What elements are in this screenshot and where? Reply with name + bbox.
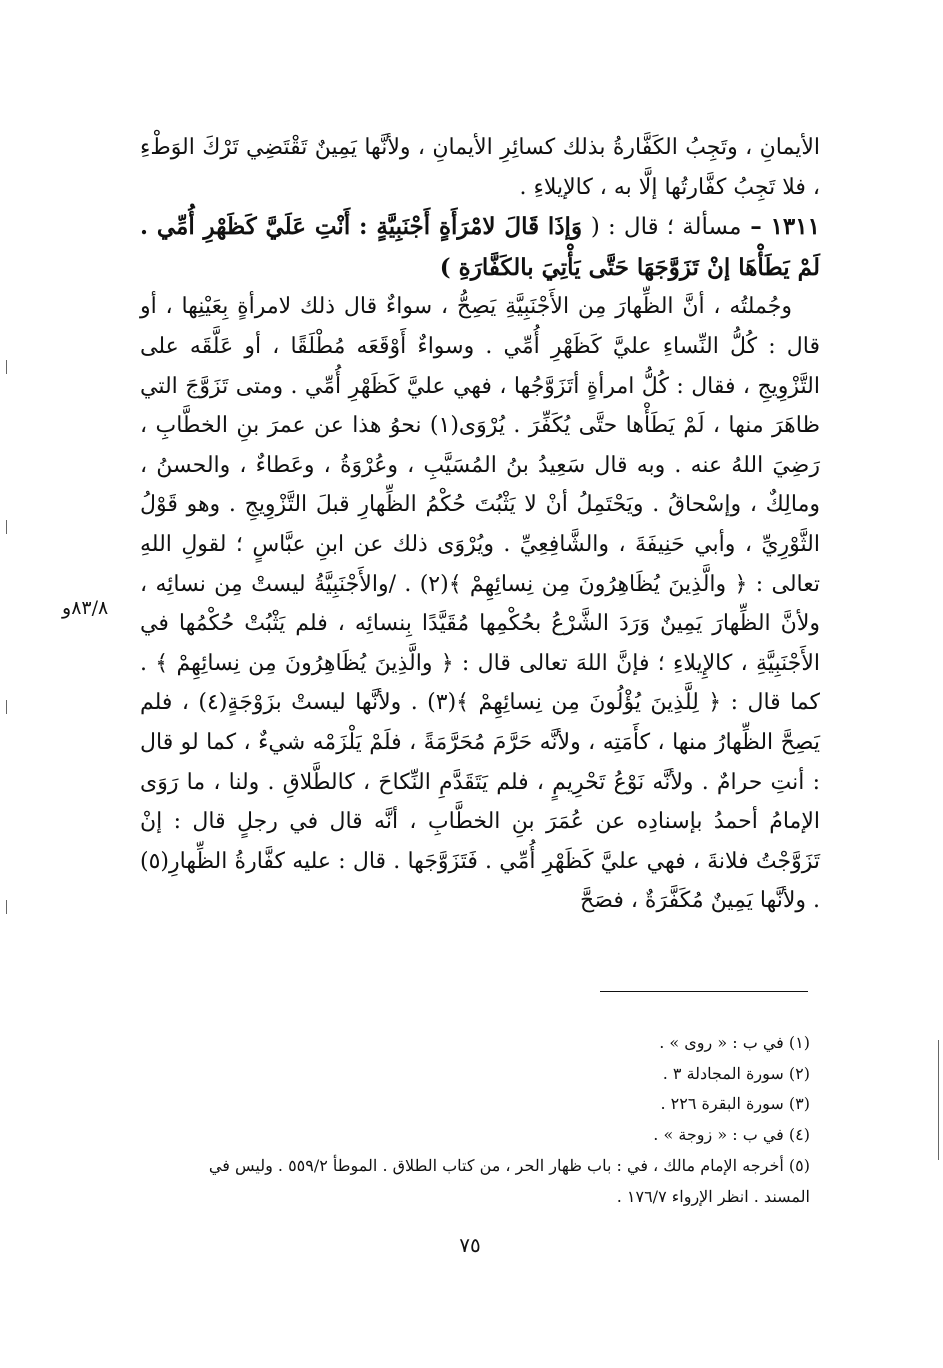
footnote-divider	[600, 991, 808, 992]
footnote-5: (٥) أخرجه الإمام مالك ، في : باب ظهار الحر ، من كتاب الطلاق . الموطأ ٥٥٩/٢ . وليس في المسند . انظر الإرواء ١٧٦/٧ .	[208, 1155, 810, 1206]
scan-edge-mark	[6, 900, 7, 914]
footnote-1: (١) في ب : « روى » .	[659, 1033, 810, 1052]
continuation-paragraph: الأيمانِ ، وتَجِبُ الكَفَّارةُ بذلك كسائِرِ الأيمانِ ، ولأنَّها يَمِينٌ تَقْتَضِي تَرْكَ الوَطْءِ ، فلا تَجِبُ كفَّارتُها إلَّا به ، كالإيلاءِ .	[140, 135, 820, 200]
issue-prefix: مسألة ؛ قال : (	[590, 214, 742, 241]
issue-text: وَإذَا قَالَ لامْرَأَةٍ أَجْنَبِيَّةٍ : أَنْتِ عَلَيَّ كَظَهْرِ أُمِّي . لَمْ يَطَأْهَا إنْ تَزَوَّجَهَا حَتَّى يَأْتِيَ بالكَفَّارَةِ )	[140, 213, 820, 281]
footnote-4: (٤) في ب : « زوجة » .	[653, 1125, 810, 1145]
scan-edge-mark	[938, 1040, 939, 1160]
issue-heading	[140, 207, 820, 287]
scan-edge-mark	[6, 520, 7, 534]
body-paragraph: وجُملتُه ، أنَّ الظِّهارَ مِن الأَجْنَبِيَّةِ يَصِحُّ ، سواءٌ قال ذلك لامرأةٍ بِعَيْنِها ، أو قال : كُلُّ النِّساءِ عليَّ كَظَهْرِ أُمِّي . وسواءٌ أَوْقَعَه مُطْلَقًا ، أو عَلَّقَه على التَّزْوِيجِ ، فقال : كُلُّ امرأةٍ أتَزَوَّجُها ، فهي عليَّ كَظَهْرِ أُمِّي . ومتى تَزَوَّجَ التي ظاهَرَ منها ، لَمْ يَطَأْها حتَّى يُكَفِّرَ . يُرْوَى(١) نحوُ هذا عن عمرَ بنِ الخطَّابِ ، رَضِيَ اللهُ عنه . وبه قال سَعِيدُ بنُ المُسَيَّبِ ، وعُرْوَةُ ، وعَطاءٌ ، والحسنُ ، ومالِكٌ ، وإسْحاقُ . ويَحْتَمِلُ أنْ لا يَثْبُتَ حُكْمُ الظِّهارِ قبلَ التَّزْوِيجِ . وهو قَوْلُ الثَّوْرِيِّ ، وأبي حَنِيفَةَ ، والشَّافِعِيِّ . ويُرْوَى ذلك عن ابنِ عبَّاسٍ ؛ لقولِ اللهِ تعالى : ﴿ والَّذِينَ يُظَاهِرُونَ مِن نِسائِهِمْ ﴾(٢) . /والأَجْنَبِيَّةُ ليستْ مِن نسائِه ، ولأنَّ الظِّهارَ يَمِينٌ وَرَدَ الشَّرْعُ بحُكْمِها مُقَيَّدًا بِنسائِه ، فلم يَثْبُتْ حُكْمُها في الأَجْنَبِيَّةِ ، كالإِيلاءِ ؛ فإنَّ اللهَ تعالى قال : ﴿ والَّذِينَ يُظَاهِرُونَ مِن نِسائِهِمْ ﴾ . كما قال : ﴿ لِلَّذِينَ يُؤْلُونَ مِن نِسائِهِمْ ﴾(٣) . ولأنَّها ليستْ بزَوْجَةٍ(٤) ، فلم يَصِحَّ الظِّهارُ منها ، كأَمَتِه ، ولأنَّه حَرَّمَ مُحَرَّمَةً ، فلَمْ يَلْزَمْه شيءٌ ، كما لو قال : أنتِ حرامٌ . ولأنَّه نَوْعُ تَحْرِيمٍ ، فلم يَتَقَدَّمِ النِّكاحَ ، كالطَّلاقِ . ولنا ، ما رَوَى الإمامُ أحمدُ بإسنادِه عن عُمَرَ بنِ الخطَّابِ ، أنَّه قال في رجلٍ قال : إنْ تَزَوَّجْتُ فلانةَ ، فهي عليَّ كَظَهْرِ أُمِّي . فَتَزَوَّجَها . قال : عليه كفَّارةُ الظِّهارِ(٥) . ولأنَّها يَمِينٌ مُكَفَّرَةٌ ، فصَحَّ	[140, 294, 821, 914]
main-text	[140, 128, 820, 921]
footnote-3: (٣) سورة البقرة ٢٢٦ .	[660, 1094, 810, 1114]
scan-edge-mark	[6, 700, 7, 714]
footnote-2: (٢) سورة المجادلة ٣ .	[662, 1063, 810, 1083]
footnotes	[160, 1028, 810, 1212]
manuscript-folio-note: ٨٣/٨و	[62, 597, 109, 619]
issue-dash: –	[750, 213, 762, 241]
issue-number: ١٣١١	[770, 213, 820, 241]
scan-edge-mark	[6, 360, 7, 374]
page-number: ٧٥	[459, 1233, 481, 1257]
